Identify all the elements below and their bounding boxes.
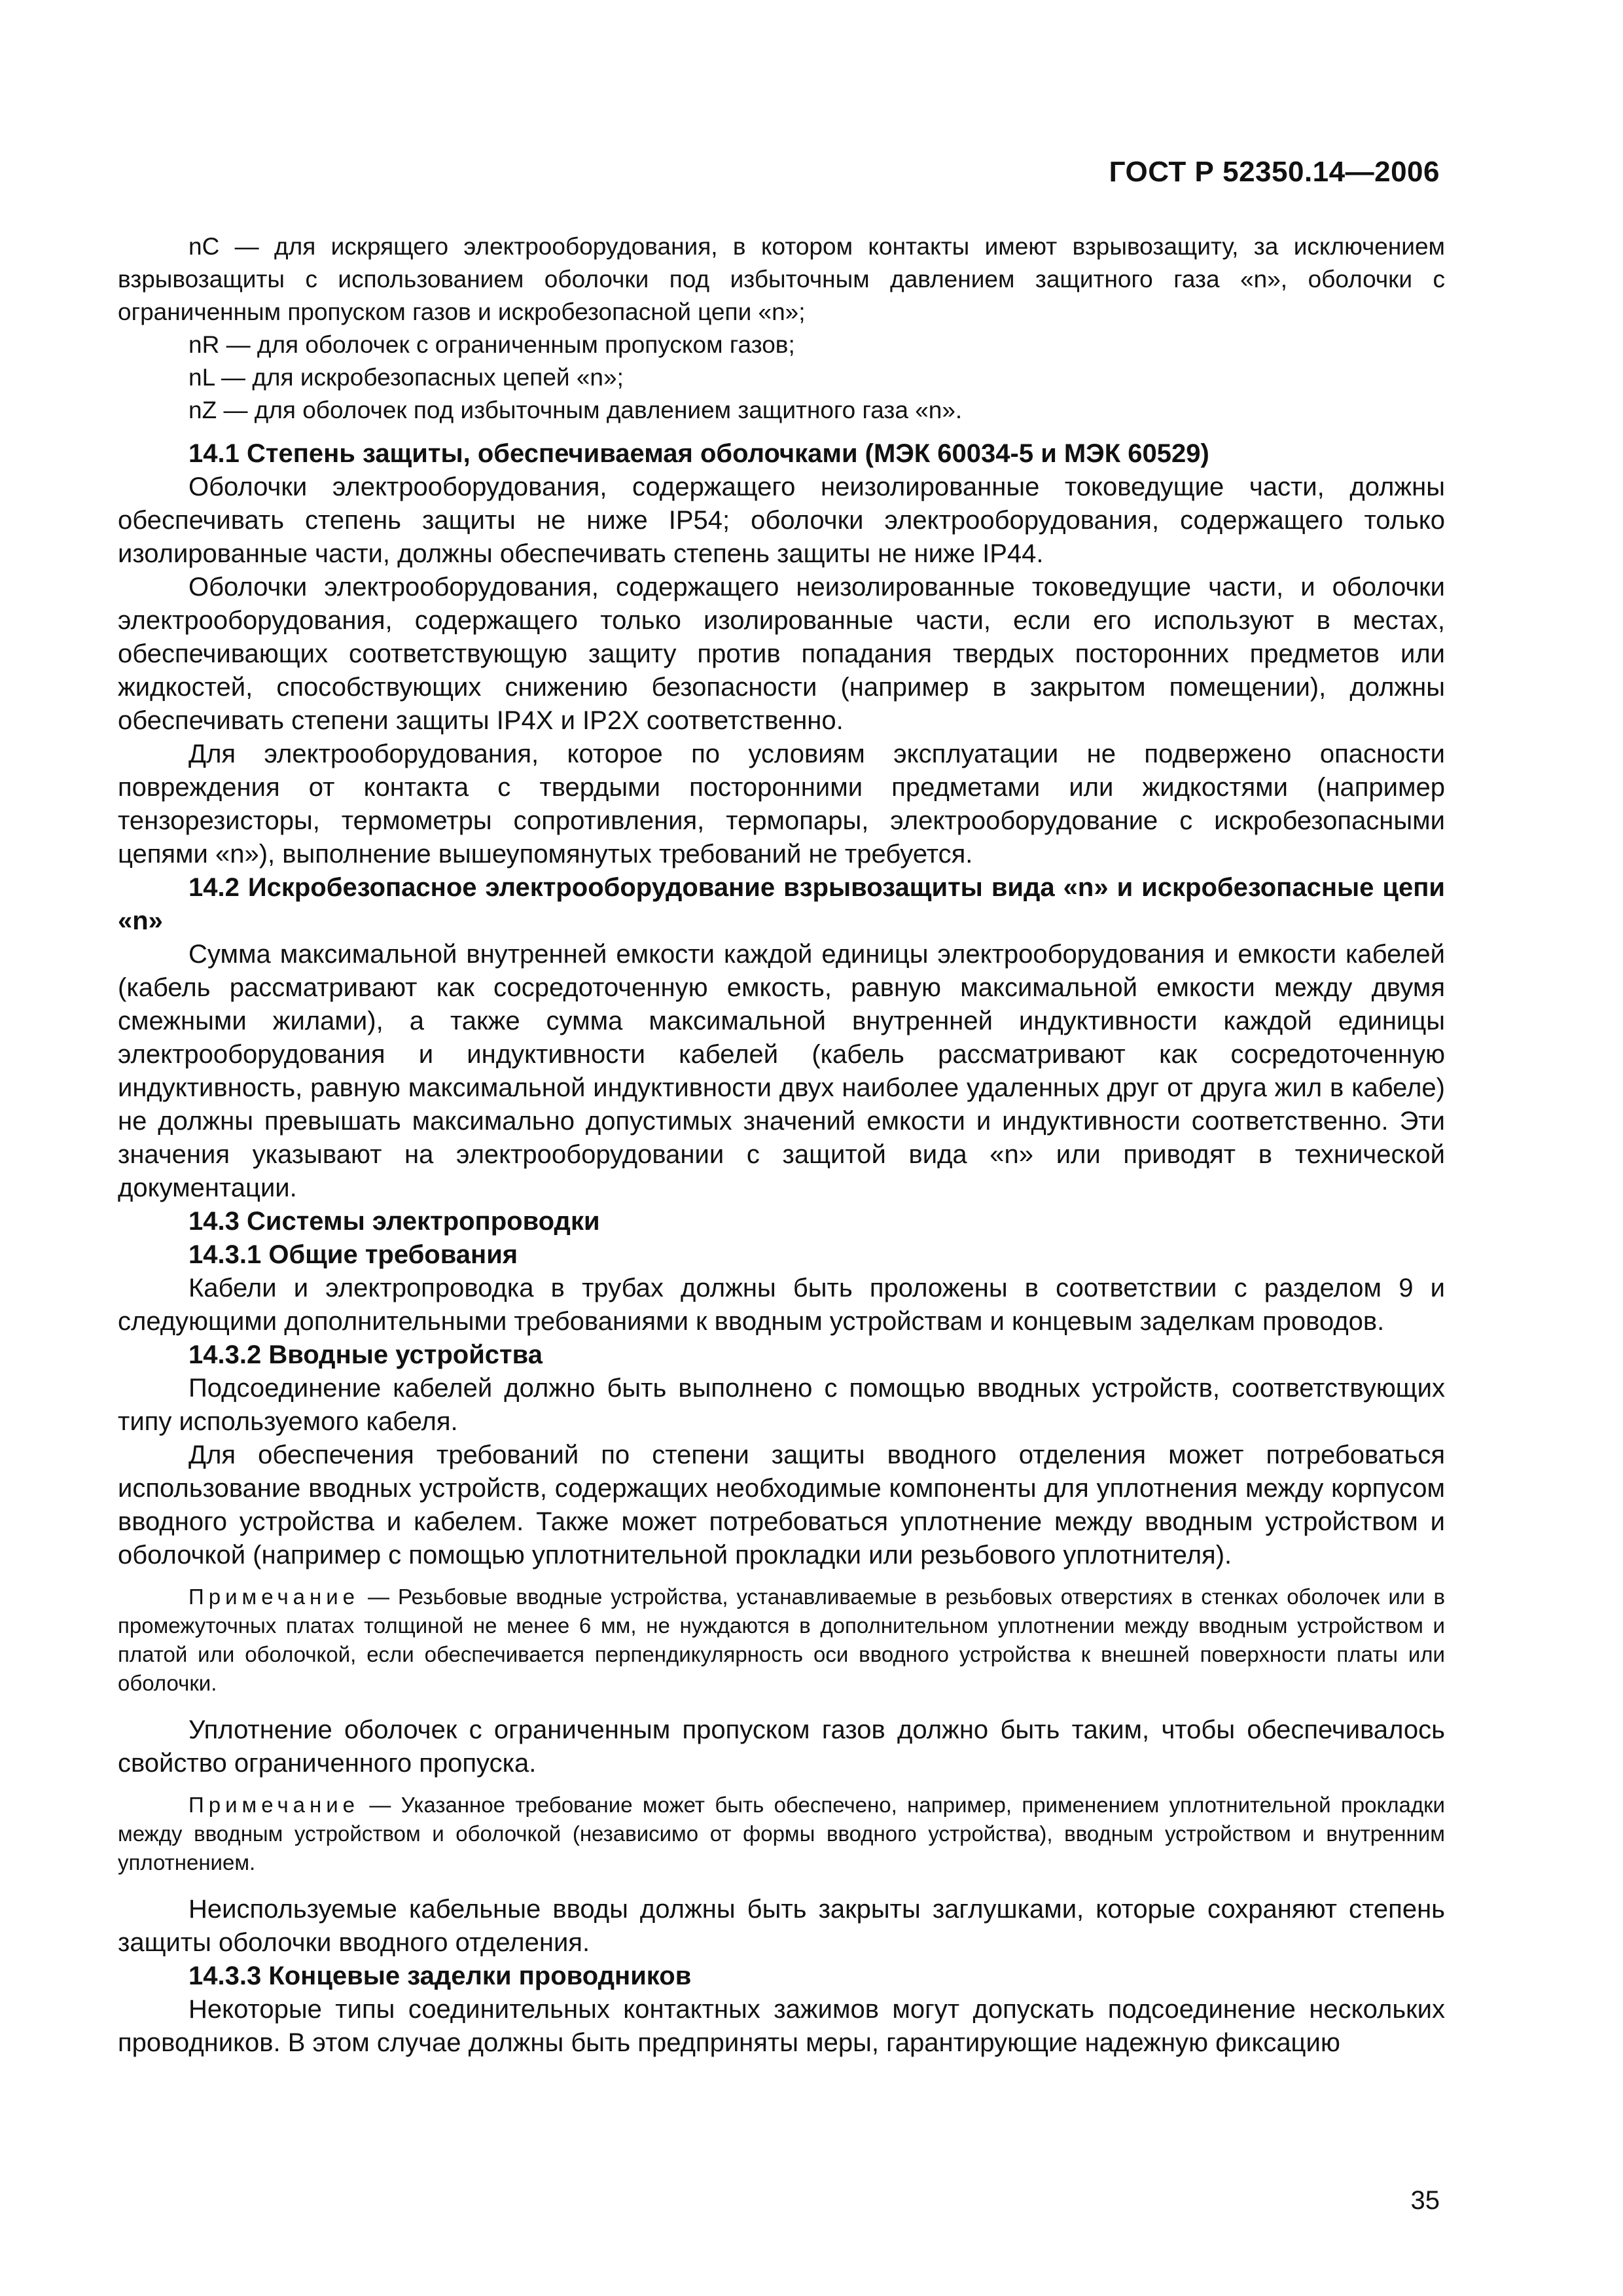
note-2 — [118, 1791, 1445, 1877]
section-14-1-paragraph: Для электрооборудования, которое по условиям эксплуатации не подвержено опасности повреждения от контакта с твердыми посторонними предметами или жидкостями (например тензорезисторы, термометры сопротивления, термопары, электрооборудование с искробезопасными цепями «n»), выполнение вышеупомянутых требований не требуется. — [118, 740, 1445, 869]
section-14-2-paragraph: Сумма максимальной внутренней емкости каждой единицы электрооборудования и емкости кабелей (кабель рассматривают как сосредоточенную емкость, равную максимальной емкости между двумя смежными жилами), а также сумма максимальной внутренней индуктивности каждой единицы электрооборудования и индуктивности кабелей (кабель рассматривают как сосредоточенную индуктивность, равную максимальной индуктивности двух наиболее удаленных друг от друга жил в кабеле) не должны превышать максимально допустимых значений емкости и индуктивности соответственно. Эти значения указывают на электрооборудовании с защитой вида «n» или приводят в технической документации. — [118, 940, 1445, 1202]
section-14-3-1-heading: 14.3.1 Общие требования — [188, 1240, 518, 1269]
document-body — [118, 230, 1445, 2060]
section-14-3-3-paragraph: Некоторые типы соединительных контактных зажимов могут допускать подсоединение нескольких проводников. В этом случае должны быть предприняты меры, гарантирующие надежную фиксацию — [118, 1995, 1445, 2057]
section-14-1-paragraph: Оболочки электрооборудования, содержащего неизолированные токоведущие части, и оболочки электрооборудования, содержащего только изолированные части, если его используют в местах, обеспечивающих соответствующую защиту против попадания твердых посторонних предметов или жидкостей, способствующих снижению безопасности (например в закрытом помещении), должны обеспечивать степени защиты IP4X и IP2X соответственно. — [118, 573, 1445, 735]
section-14-1-paragraph: Оболочки электрооборудования, содержащего неизолированные токоведущие части, должны обеспечивать степень защиты не ниже IP54; оболочки электрооборудования, содержащего только изолированные части, должны обеспечивать степень защиты не ниже IP44. — [118, 473, 1445, 568]
section-14-2-heading: 14.2 Искробезопасное электрооборудование взрывозащиты вида «n» и искробезопасные цепи «n» — [118, 873, 1445, 935]
section-14-3-2-paragraph: Неиспользуемые кабельные вводы должны быть закрыты заглушками, которые сохраняют степень защиты оболочки вводного отделения. — [118, 1895, 1445, 1957]
section-14-3-heading: 14.3 Системы электропроводки — [188, 1207, 600, 1236]
note-text: — Резьбовые вводные устройства, устанавливаемые в резьбовых отверстиях в стенках оболочек или в промежуточных платах толщиной не менее 6 мм, не нуждаются в дополнительном уплотнении между вводным устройством и платой или оболочкой, если обеспечивается перпендикулярность оси вводного устройства к внешней поверхности платы или оболочки. — [118, 1585, 1445, 1695]
intro-item-nz: nZ — для оболочек под избыточным давлением защитного газа «n». — [188, 397, 963, 423]
intro-item-nr: nR — для оболочек с ограниченным пропуском газов; — [188, 331, 795, 358]
section-14-3-3-heading: 14.3.3 Концевые заделки проводников — [188, 1962, 692, 1990]
section-14-3-2-paragraph: Подсоединение кабелей должно быть выполнено с помощью вводных устройств, соответствующих типу используемого кабеля. — [118, 1374, 1445, 1436]
intro-item-nl: nL — для искробезопасных цепей «n»; — [188, 364, 624, 391]
section-14-3-2-heading: 14.3.2 Вводные устройства — [188, 1340, 543, 1369]
section-14-3-1-paragraph: Кабели и электропроводка в трубах должны быть проложены в соответствии с разделом 9 и следующими дополнительными требованиями к вводным устройствам и концевым заделкам проводов. — [118, 1274, 1445, 1336]
section-14-1-heading: 14.1 Степень защиты, обеспечиваемая оболочками (МЭК 60034-5 и МЭК 60529) — [188, 439, 1209, 468]
note-label: Примечание — [188, 1585, 360, 1609]
document-header: ГОСТ Р 52350.14—2006 — [1109, 156, 1440, 188]
note-label: Примечание — [188, 1793, 360, 1817]
section-14-3-2-paragraph: Для обеспечения требований по степени защиты вводного отделения может потребоваться использование вводных устройств, содержащих необходимые компоненты для уплотнения между корпусом вводного устройства и кабелем. Также может потребоваться уплотнение между вводным устройством и оболочкой (например с помощью уплотнительной прокладки или резьбового уплотнителя). — [118, 1441, 1445, 1570]
intro-item-nc: nC — для искрящего электрооборудования, в котором контакты имеют взрывозащиту, за исключением взрывозащиты с использованием оболочки под избыточным давлением защитного газа «n», оболочки с ограниченным пропуском газов и искробезопасной цепи «n»; — [118, 233, 1445, 325]
section-14-3-2-paragraph: Уплотнение оболочек с ограниченным пропуском газов должно быть таким, чтобы обеспечивалось свойство ограниченного пропуска. — [118, 1715, 1445, 1778]
page-number: 35 — [1410, 2186, 1440, 2215]
note-text: — Указанное требование может быть обеспечено, например, применением уплотнительной прокладки между вводным устройством и оболочкой (независимо от формы вводного устройства), вводным устройством и внутренним уплотнением. — [118, 1793, 1445, 1874]
note-1 — [118, 1583, 1445, 1698]
